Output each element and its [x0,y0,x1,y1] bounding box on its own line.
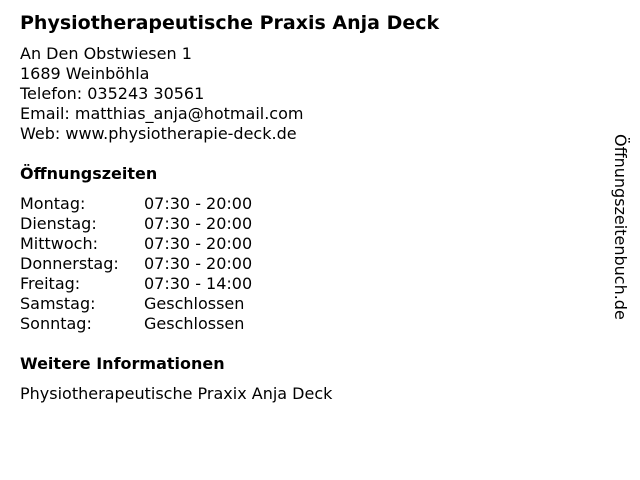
hours-row [20,254,600,274]
day-label: Dienstag: [20,214,97,233]
more-info-text: Physiotherapeutische Praxix Anja Deck [20,384,333,403]
hours-table [20,194,600,334]
day-label: Montag: [20,194,86,213]
time-value: 07:30 - 20:00 [144,194,253,213]
time-value: Geschlossen [144,294,245,313]
phone-line: Telefon: 035243 30561 [20,84,205,103]
day-label: Donnerstag: [20,254,119,273]
hours-row [20,234,600,254]
web-line: Web: www.physiotherapie-deck.de [20,124,297,143]
time-value: 07:30 - 20:00 [144,254,253,273]
hours-row [20,294,600,314]
time-value: 07:30 - 20:00 [144,234,253,253]
time-value: 07:30 - 14:00 [144,274,253,293]
day-label: Sonntag: [20,314,92,333]
address-city: 1689 Weinböhla [20,64,150,83]
address-street: An Den Obstwiesen 1 [20,44,192,63]
time-value: Geschlossen [144,314,245,333]
hours-heading: Öffnungszeiten [20,164,158,183]
day-label: Mittwoch: [20,234,98,253]
time-value: 07:30 - 20:00 [144,214,253,233]
watermark-text: Öffnungszeitenbuch.de [611,134,630,320]
more-info-heading: Weitere Informationen [20,354,225,373]
hours-row [20,214,600,234]
email-line: Email: matthias_anja@hotmail.com [20,104,304,123]
business-card [20,10,600,404]
business-name: Physiotherapeutische Praxis Anja Deck [20,12,440,34]
day-label: Samstag: [20,294,96,313]
hours-row [20,314,600,334]
hours-row [20,194,600,214]
day-label: Freitag: [20,274,81,293]
hours-row [20,274,600,294]
